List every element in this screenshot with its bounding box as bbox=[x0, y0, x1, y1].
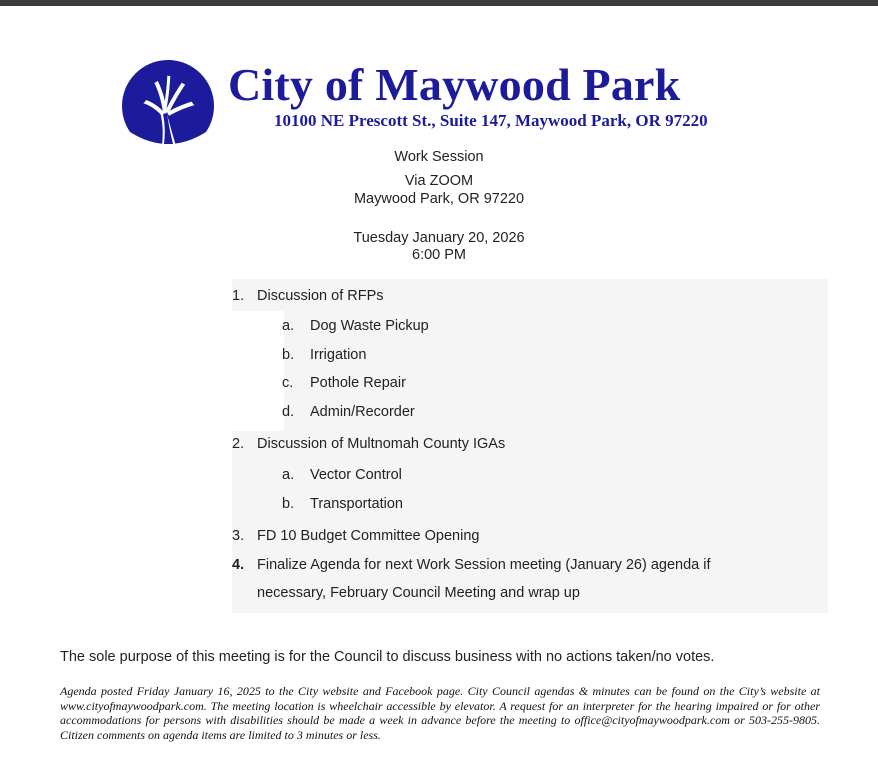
agenda-subitem-text: Pothole Repair bbox=[310, 375, 406, 391]
meeting-purpose: The sole purpose of this meeting is for the Council to discuss business with no actions taken/no votes. bbox=[60, 649, 715, 665]
agenda-indent-gap bbox=[232, 311, 284, 431]
agenda-subitem-letter: c. bbox=[282, 375, 294, 391]
city-title: City of Maywood Park bbox=[228, 59, 681, 110]
top-border-bar bbox=[0, 0, 878, 6]
agenda-subitem bbox=[282, 374, 406, 392]
agenda-item-number: 2. bbox=[232, 436, 245, 452]
agenda-subitem-text: Vector Control bbox=[310, 467, 402, 483]
agenda-item-number: 3. bbox=[232, 528, 245, 544]
agenda-item-text: Discussion of RFPs bbox=[257, 288, 384, 304]
agenda-item bbox=[232, 527, 479, 545]
agenda-subitem-letter: a. bbox=[282, 318, 295, 334]
agenda-item-text: FD 10 Budget Committee Opening bbox=[257, 528, 480, 544]
agenda-subitem-text: Transportation bbox=[310, 496, 403, 512]
agenda-subitem-text: Irrigation bbox=[310, 347, 367, 363]
agenda-item bbox=[232, 287, 384, 305]
meeting-type: Work Session bbox=[394, 149, 484, 165]
agenda-item-text: Discussion of Multnomah County IGAs bbox=[257, 436, 506, 452]
agenda-item bbox=[232, 556, 711, 574]
city-tree-logo-icon bbox=[116, 56, 216, 156]
agenda-subitem-text: Admin/Recorder bbox=[310, 404, 415, 420]
agenda-subitem-letter: a. bbox=[282, 467, 295, 483]
agenda-subitem bbox=[282, 403, 415, 421]
agenda-item-number: 1. bbox=[232, 288, 245, 304]
meeting-city: Maywood Park, OR 97220 bbox=[353, 191, 525, 207]
agenda-subitem-letter: d. bbox=[282, 404, 295, 420]
agenda-subitem bbox=[282, 346, 366, 364]
agenda-subitem-letter: b. bbox=[282, 347, 295, 363]
agenda-item-number: 4. bbox=[232, 557, 245, 573]
accessibility-notice: Agenda posted Friday January 16, 2025 to the City website and Facebook page. City Council agendas & minutes can be found on the City’s website at www.cityofmaywoodpark.com. The meeting location is wheelchair accessible by elevator. A request for an interpreter for the hearing impaired or for other accommodations for persons with disabilities should be made a week in advance before the meeting to office@cityofmaywoodpark.com or 503-255-9805. Citizen comments on agenda items are limited to 3 minutes or less. bbox=[60, 684, 820, 742]
agenda-subitem-text: Dog Waste Pickup bbox=[310, 318, 429, 334]
meeting-time: 6:00 PM bbox=[412, 247, 466, 263]
agenda-subitem bbox=[282, 317, 429, 335]
agenda-item-text: Finalize Agenda for next Work Session meeting (January 26) agenda if bbox=[257, 557, 711, 573]
meeting-date: Tuesday January 20, 2026 bbox=[353, 230, 525, 246]
agenda-item bbox=[232, 435, 505, 453]
agenda-subitem bbox=[282, 495, 403, 513]
agenda-item-continued: necessary, February Council Meeting and wrap up bbox=[257, 585, 580, 601]
meeting-location: Via ZOOM bbox=[404, 173, 474, 189]
agenda-subitem bbox=[282, 466, 402, 484]
city-address: 10100 NE Prescott St., Suite 147, Maywood Park, OR 97220 bbox=[274, 111, 708, 130]
agenda-subitem-letter: b. bbox=[282, 496, 295, 512]
